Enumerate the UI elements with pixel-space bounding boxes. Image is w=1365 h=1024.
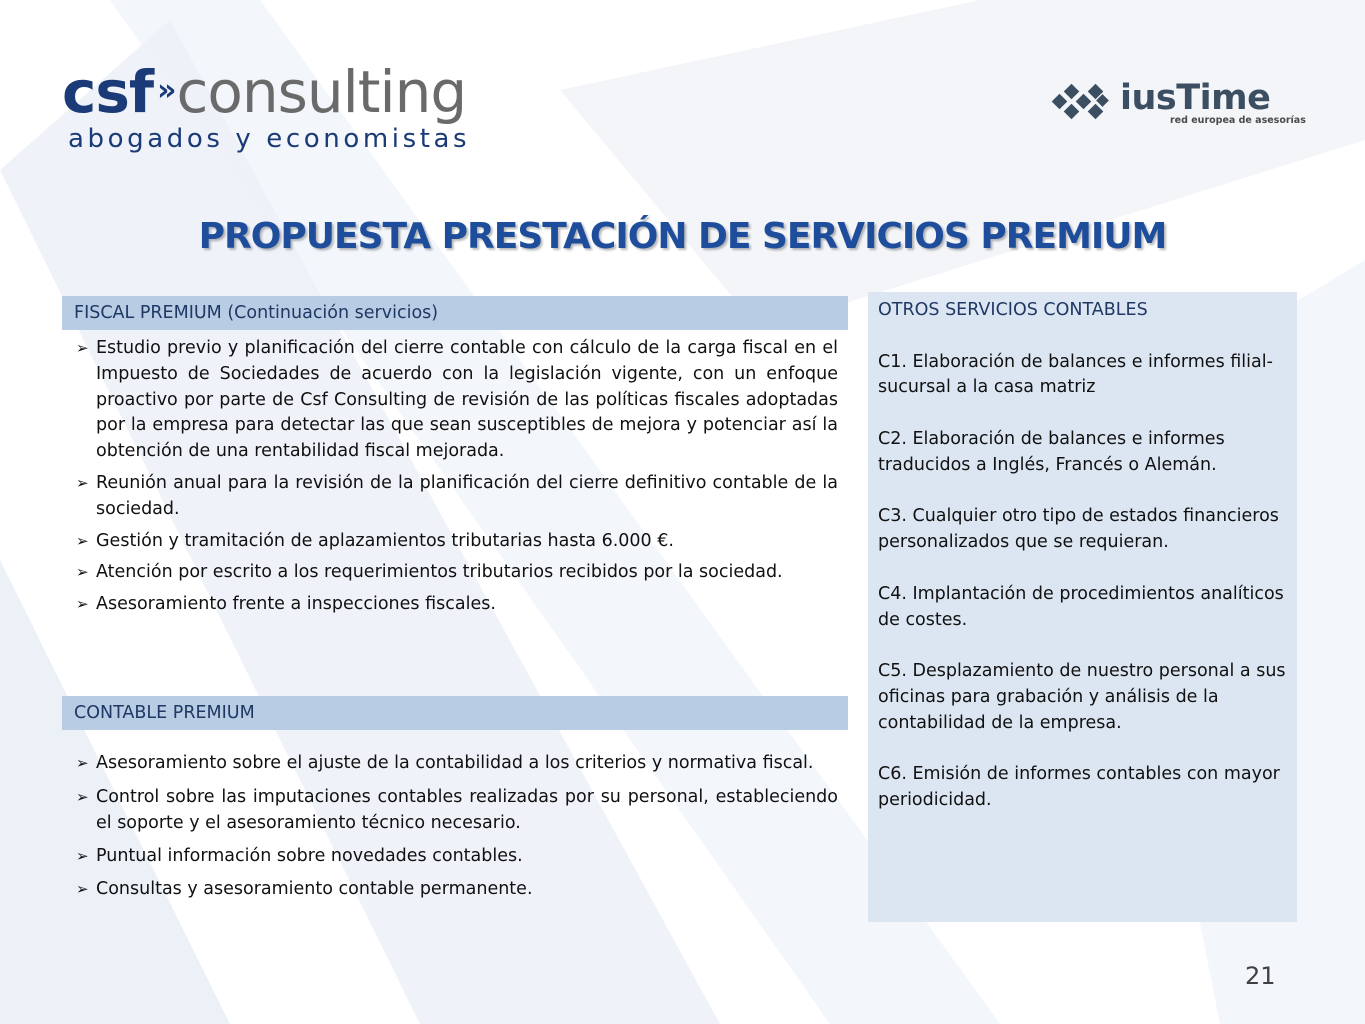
arrow-bullet-icon: ➢	[76, 563, 89, 582]
page-number: 21	[1245, 962, 1276, 990]
arrow-bullet-icon: ➢	[76, 787, 89, 806]
double-chevron-icon: »	[157, 73, 171, 108]
list-item	[76, 471, 838, 523]
otros-servicios-panel	[868, 292, 1297, 922]
list-item	[76, 751, 838, 777]
logo-consulting-text: consulting	[176, 58, 467, 126]
arrow-bullet-icon: ➢	[76, 595, 89, 614]
service-item: C5. Desplazamiento de nuestro personal a sus oficinas para grabación y análisis de la contabilidad de la empresa.	[878, 661, 1286, 733]
logo-csf-text: csf	[62, 58, 154, 126]
fiscal-premium-list	[76, 336, 838, 624]
service-item: C4. Implantación de procedimientos analíticos de costes.	[878, 583, 1284, 630]
list-item-text: Estudio previo y planificación del cierre contable con cálculo de la carga fiscal en el Impuesto de Sociedades de acuerdo con la legislación vigente, con un enfoque proactivo por parte de Csf Consulting de revisión de las políticas fiscales adoptadas por la empresa para detectar las que sean susceptibles de mejora y potenciar así la obtención de una rentabilidad fiscal mejorada.	[96, 338, 838, 462]
list-item-text: Gestión y tramitación de aplazamientos tributarias hasta 6.000 €.	[96, 530, 674, 551]
service-item: C6. Emisión de informes contables con mayor periodicidad.	[878, 764, 1280, 811]
logo-iustime-text: iusTime	[1120, 78, 1271, 118]
logo-iustime-subtitle: red europea de asesorías	[1170, 115, 1306, 126]
csf-consulting-logo	[62, 58, 512, 158]
list-item-text: Atención por escrito a los requerimientos tributarios recibidos por la sociedad.	[96, 562, 783, 583]
iustime-logo	[1050, 78, 1306, 130]
service-item: C1. Elaboración de balances e informes filial- sucursal a la casa matriz	[878, 351, 1273, 398]
contable-premium-heading: CONTABLE PREMIUM	[62, 696, 848, 730]
list-item	[76, 336, 838, 465]
list-item-text: Control sobre las imputaciones contables realizadas por su personal, estableciendo el soporte y el asesoramiento técnico necesario.	[96, 786, 838, 833]
list-item	[76, 529, 838, 555]
arrow-bullet-icon: ➢	[76, 847, 89, 866]
list-item-text: Puntual información sobre novedades contables.	[96, 846, 523, 867]
list-item	[76, 560, 838, 586]
diamond-cluster-icon	[1050, 82, 1112, 122]
list-item-text: Reunión anual para la revisión de la planificación del cierre definitivo contable de la sociedad.	[96, 472, 838, 519]
service-item: C3. Cualquier otro tipo de estados financieros personalizados que se requieran.	[878, 506, 1279, 553]
list-item	[76, 592, 838, 618]
service-item: C2. Elaboración de balances e informes traducidos a Inglés, Francés o Alemán.	[878, 428, 1225, 475]
list-item-text: Asesoramiento frente a inspecciones fiscales.	[96, 594, 496, 615]
list-item	[76, 785, 838, 837]
list-item-text: Asesoramiento sobre el ajuste de la contabilidad a los criterios y normativa fiscal.	[96, 753, 814, 773]
fiscal-premium-heading: FISCAL PREMIUM (Continuación servicios)	[62, 296, 848, 330]
otros-servicios-heading: OTROS SERVICIOS CONTABLES	[878, 300, 1148, 320]
list-item	[76, 877, 838, 903]
contable-premium-list	[76, 751, 838, 911]
arrow-bullet-icon: ➢	[76, 754, 89, 772]
logo-tagline: abogados y economistas	[68, 124, 471, 154]
list-item	[76, 844, 838, 870]
arrow-bullet-icon: ➢	[76, 339, 89, 357]
arrow-bullet-icon: ➢	[76, 531, 89, 550]
arrow-bullet-icon: ➢	[76, 473, 89, 492]
arrow-bullet-icon: ➢	[76, 880, 89, 899]
list-item-text: Consultas y asesoramiento contable permanente.	[96, 879, 533, 900]
page-title: PROPUESTA PRESTACIÓN DE SERVICIOS PREMIUM	[198, 216, 1167, 257]
